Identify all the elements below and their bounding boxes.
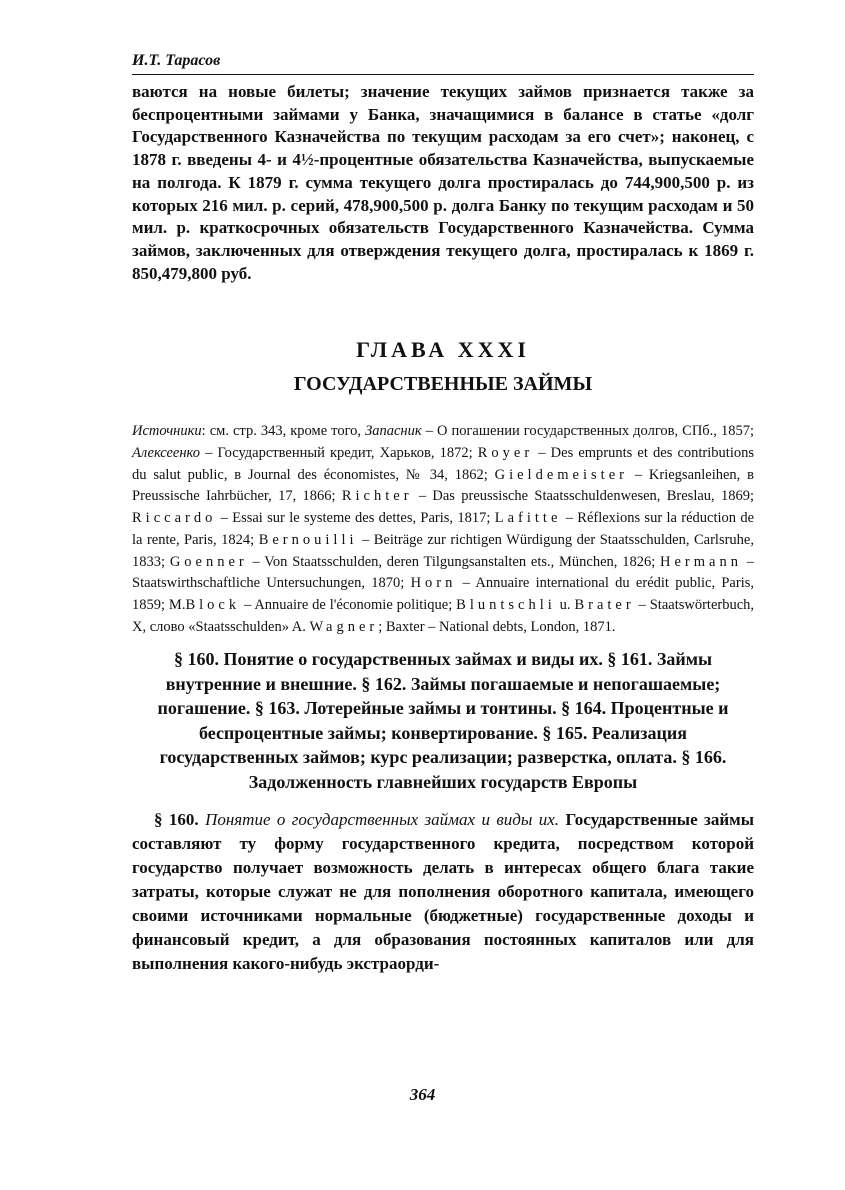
sources-text: – Réflexions sur la réduction de la rente, Paris, 1824; (132, 510, 755, 548)
sources-text: – Kriegsanleihen, в Preussische Iahrbücher, 17, 1866; (132, 466, 755, 505)
sources-label: Источники (132, 423, 202, 440)
source-author: Goenner (169, 553, 248, 570)
chapter-title: ГЛАВА XXXI (356, 337, 530, 363)
header-author: И.Т. Тарасов (132, 52, 221, 69)
source-author: Lafitte (494, 510, 562, 527)
source-author: Gieldemeister (494, 466, 628, 483)
sources-text: – National debts, London, 1871. (424, 618, 616, 635)
sections-heading: § 160. Понятие о государственных займах и виды их. § 161. Займы внутренние и внешние. § 162. Займы погашаемые и непогашаемые; погашение. § 163. Лотерейные займы и тонтины. § 164. Процентные и беспроцентные займы; конвертирование. § 165. Реализация государственных займов; курс реализации; разверстка, оплата. § 166. Задолженность главнейших государств Европы (157, 649, 729, 792)
sources-text: ; (378, 618, 386, 635)
source-author: Bluntschli (456, 596, 556, 613)
page (132, 48, 754, 993)
source-author: Hermann (660, 553, 742, 570)
sources-text: – Essai sur le systeme des dettes, Paris, 1817; (216, 510, 495, 527)
sources-paragraph (132, 421, 754, 638)
source-author: Brater (574, 596, 635, 613)
source-author: Block (185, 596, 241, 613)
source-author: Bernouilli (258, 531, 358, 548)
source-author: Baxter (385, 618, 425, 635)
section-number: § 160. (154, 810, 206, 830)
page-number: 364 (409, 1085, 436, 1104)
sources-text: – О погашении государственных долгов, СПб., 1857; (421, 423, 754, 440)
sources-text: – Annuaire international du erédit public, Paris, 1859; M. (132, 575, 754, 613)
source-author: Запасник (365, 423, 422, 440)
source-author: Royer (477, 445, 534, 462)
top-paragraph: ваются на новые билеты; значение текущих займов признается также за беспроцентными займами у Банка, значащимися в балансе в статье «долг Государственного Казначейства по текущим расходам за его счет»; наконец, с 1878 г. введены 4- и 4½-процентные обязательства Казначейства, выпускаемые на полгода. К 1879 г. сумма текущего долга простиралась до 744,900,500 р. из которых 216 мил. р. серий, 478,900,500 р. долга Банку по текущим расходам и 50 мил. р. краткосрочных обязательств Государственного Казначейства. Сумма займов, заключенных для отверждения текущего долга, простиралась к 1869 г. 850,479,800 руб. (132, 82, 754, 283)
sources-text: – Von Staatsschulden, deren Tilgungsanstalten ets., München, 1826; (247, 553, 661, 570)
main-paragraph-text: Государственные займы составляют ту форму государственного кредита, посредством которой государство получает возможность делать в интересах общего блага такие затраты, которые служат не для пополнения оборотного капитала, имеющего своими источниками нормальные (бюджетные) государственные доходы и финансовый кредит, а для образования постоянных капиталов или для выполнения какого-нибудь экстраорди- (132, 810, 755, 974)
section-title-inline: Понятие о государственных займах и виды их. (205, 810, 560, 830)
source-author: Wagner (309, 618, 379, 635)
source-author: Riccardo (132, 510, 217, 527)
sources-text: – Annuaire de l'économie politique; (240, 596, 457, 613)
sources-text: – Staatswörterbuch, X, слово «Staatsschulden» A. (132, 596, 755, 635)
sources-text: – Staatswirthschaftliche Untersuchungen, 1870; (132, 553, 755, 592)
sources-text: – Государственный кредит, Харьков, 1872; (200, 445, 478, 462)
source-author: Richter (341, 488, 413, 505)
sources-text: u. (555, 596, 575, 613)
source-author: Алексеенко (132, 445, 200, 462)
sources-text: – Das preussische Staatsschuldenwesen, Breslau, 1869; (412, 488, 754, 505)
sources-text: – Beiträge zur richtigen Würdigung der Staatsschulden, Carlsruhe, 1833; (132, 531, 754, 570)
sources-text: – Des emprunts et des contributions du salut public, в Journal des économistes, № 34, 1862; (132, 445, 754, 483)
chapter-subtitle: ГОСУДАРСТВЕННЫЕ ЗАЙМЫ (293, 373, 593, 396)
sources-text: : см. стр. 343, кроме того, (201, 423, 366, 440)
main-paragraph (132, 808, 754, 976)
running-header (132, 48, 754, 75)
source-author: Horn (410, 575, 457, 592)
